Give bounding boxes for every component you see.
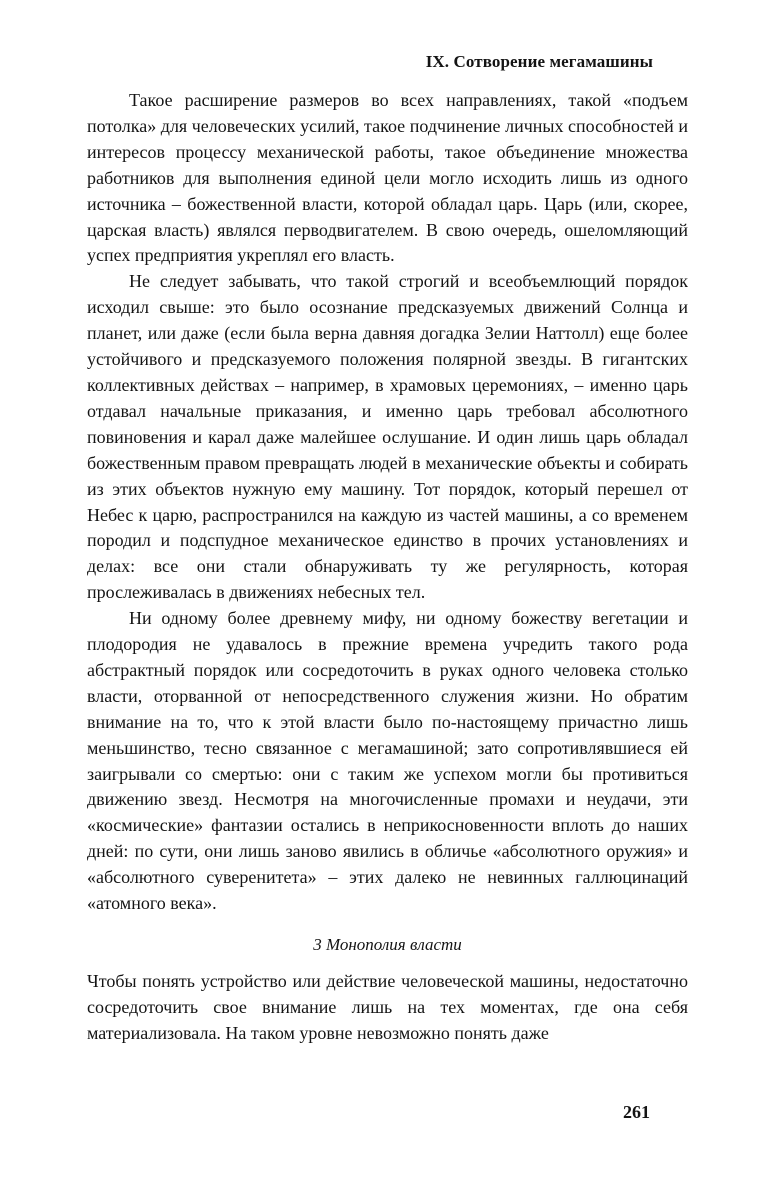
main-text xyxy=(87,88,688,917)
section-title: 3 Монополия власти xyxy=(313,935,462,954)
page-number: 261 xyxy=(623,1102,650,1122)
paragraph-1: Такое расширение размеров во всех направлениях, такой «подъем потолка» для человеческих усилий, такое подчинение личных способностей и интересов процессу механической работы, такое объединение множества работников для выполнения единой цели могло исходить лишь из одного источника – божественной власти, которой обладал царь. Царь (или, скорее, царская власть) являлся перводвигателем. В свою очередь, ошеломляющий успех предприятия укреплял его власть. xyxy=(87,90,688,266)
running-head: IX. Сотворение мегамашины xyxy=(425,52,653,71)
paragraph-2: Не следует забывать, что такой строгий и всеобъемлющий порядок исходил свыше: это было осознание предсказуемых движений Солнца и планет, или даже (если была верна давняя догадка Зелии Наттолл) еще более устойчивого и предсказуемого положения полярной звезды. В гигантских коллективных действах – например, в храмовых церемониях, – именно царь отдавал начальные приказания, и именно царь требовал абсолютного повиновения и карал даже малейшее ослушание. И один лишь царь обладал божественным правом превращать людей в механические объекты и собирать из этих объектов нужную ему машину. Тот порядок, который перешел от Небес к царю, распространился на каждую из частей машины, а со временем породил и подспудное механическое единство в прочих установлениях и делах: все они стали обнаруживать ту же регулярность, которая прослеживалась в движениях небесных тел. xyxy=(87,271,688,603)
paragraph-3: Ни одному более древнему мифу, ни одному божеству вегетации и плодородия не удавалось в прежние времена учредить такого рода абстрактный порядок или сосредоточить в руках одного человека столько власти, оторванной от непосредственного служения жизни. Но обратим внимание на то, что к этой власти было по-настоящему причастно лишь меньшинство, тесно связанное с мегамашиной; зато сопротивлявшиеся ей заигрывали со смертью: они с таким же успехом могли бы противиться движению звезд. Несмотря на многочисленные промахи и неудачи, эти «космические» фантазии остались в неприкосновенности вплоть до наших дней: по сути, они лишь заново явились в обличье «абсолютного оружия» и «абсолютного суверенитета» – этих далеко не невинных галлюцинаций «атомного века». xyxy=(87,608,688,914)
book-page xyxy=(87,0,688,1179)
section-text xyxy=(87,969,688,1047)
section-paragraph: Чтобы понять устройство или действие человеческой машины, недостаточно сосредоточить свое внимание лишь на тех моментах, где она себя материализовала. На таком уровне невозможно понять даже xyxy=(87,971,688,1043)
